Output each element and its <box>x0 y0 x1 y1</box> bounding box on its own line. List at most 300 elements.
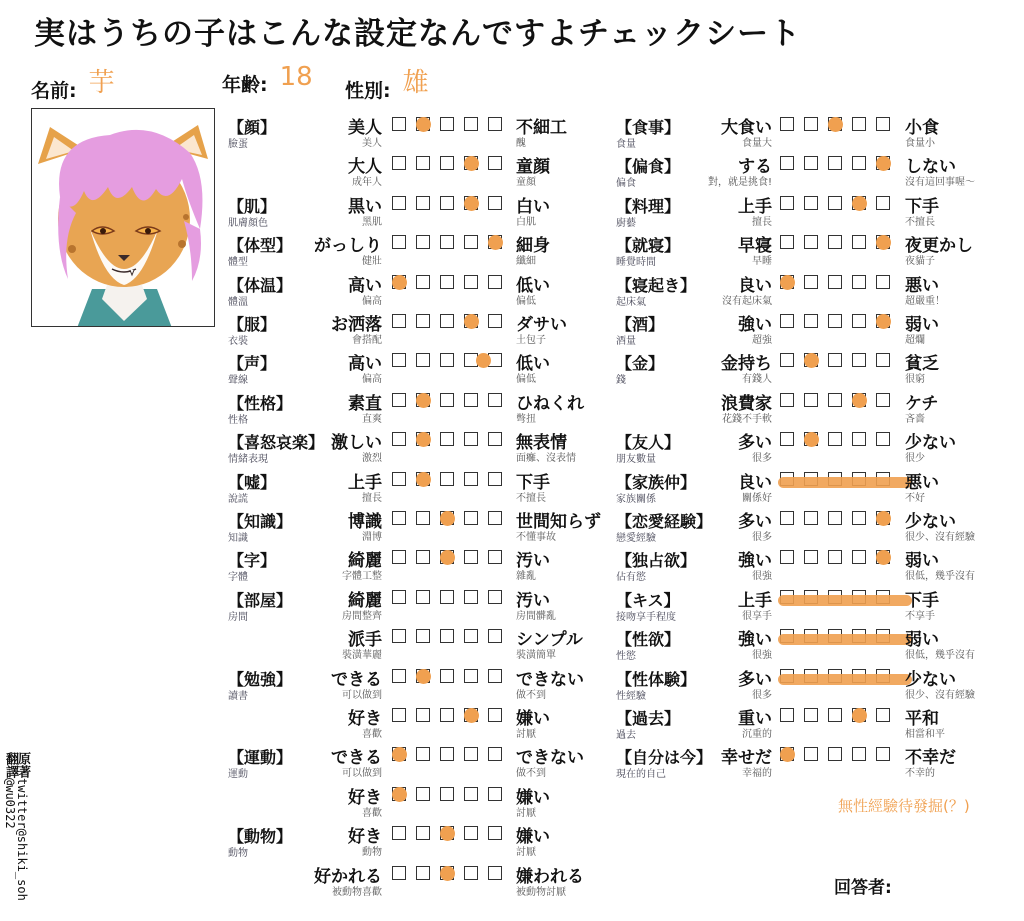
category-translation: 睡覺時間 <box>616 257 656 269</box>
rating-checkbox[interactable] <box>488 787 502 801</box>
left-option-label: 美人 <box>348 118 382 138</box>
left-option-label: 素直 <box>348 393 382 414</box>
right-option-translation: 童顏 <box>516 177 536 189</box>
rating-scale <box>780 588 900 608</box>
left-option-label: 良い <box>738 472 772 493</box>
left-option <box>652 349 772 387</box>
rating-checkbox[interactable] <box>488 826 502 840</box>
left-option-label: 浪費家 <box>721 393 772 414</box>
right-option <box>905 349 1015 387</box>
left-option-label: 激しい <box>331 433 382 454</box>
category-translation: 字體 <box>228 572 248 584</box>
rating-checkbox[interactable] <box>828 708 842 722</box>
rating-checkbox[interactable] <box>392 826 406 840</box>
right-option-label: 汚い <box>516 590 550 611</box>
right-option <box>905 428 1015 466</box>
left-option <box>652 665 772 703</box>
right-check-row <box>0 428 1024 466</box>
rating-checkbox[interactable] <box>852 511 866 525</box>
right-option-translation: 很少、沒有經驗 <box>905 532 975 543</box>
left-option-label: 綺麗 <box>348 551 382 572</box>
rating-checkbox[interactable] <box>804 511 818 525</box>
category-translation: 性慾 <box>616 651 636 663</box>
left-option-translation: 淵博 <box>362 532 382 543</box>
rating-checkbox[interactable] <box>828 196 842 210</box>
left-option-label: 良い <box>738 275 772 296</box>
right-option-translation: 不擅長 <box>516 492 546 504</box>
rating-checkbox[interactable] <box>780 550 794 564</box>
category-label: 【食事】 <box>616 118 681 137</box>
age-value: 18 <box>279 62 313 92</box>
left-option <box>652 428 772 466</box>
rating-checkbox[interactable] <box>416 866 430 880</box>
credit-translator-value: @wu0322 <box>3 778 17 829</box>
rating-checkbox[interactable] <box>780 353 794 367</box>
rating-checkbox[interactable] <box>852 747 866 761</box>
left-option <box>652 271 772 309</box>
left-option-translation: 擅長 <box>752 216 772 228</box>
left-option-label: 強い <box>738 315 772 335</box>
rating-scale <box>780 706 900 726</box>
left-option-translation: 很享手 <box>742 610 772 622</box>
rating-scale <box>780 548 900 568</box>
rating-scale <box>780 115 900 135</box>
category-translation: 性經驗 <box>616 690 646 702</box>
left-option-translation: 很強 <box>752 650 772 662</box>
left-option-label: 上手 <box>738 590 772 611</box>
right-option-label: 少ない <box>905 669 956 690</box>
rating-checkbox[interactable] <box>780 393 794 407</box>
right-check-row <box>0 310 1024 348</box>
left-option <box>652 468 772 506</box>
right-check-row <box>0 625 1024 663</box>
age-label: 年齢: <box>222 74 268 96</box>
left-option-translation: 擅長 <box>362 492 382 504</box>
rating-checkbox[interactable] <box>828 314 842 328</box>
left-option <box>652 625 772 663</box>
category-translation: 戀愛經驗 <box>616 533 656 544</box>
rating-checkbox[interactable] <box>488 866 502 880</box>
category-translation: 酒量 <box>616 336 636 347</box>
rating-checkbox[interactable] <box>780 708 794 722</box>
rating-checkbox[interactable] <box>876 353 890 367</box>
redaction-smear <box>778 634 912 645</box>
right-option-label: できない <box>516 748 584 769</box>
right-option-label: 低い <box>516 275 550 296</box>
rating-mark <box>876 550 891 565</box>
right-option-label: ケチ <box>905 393 939 414</box>
rating-scale <box>780 351 900 371</box>
right-option <box>905 468 1015 506</box>
credit-original-value: twitter@shiki_soh <box>15 778 29 901</box>
right-option <box>905 507 1015 545</box>
right-option-label: 下手 <box>516 472 550 493</box>
rating-checkbox[interactable] <box>828 353 842 367</box>
right-option-label: シンプル <box>516 630 583 651</box>
right-option-translation: 白肌 <box>516 216 536 228</box>
left-option-label: お洒落 <box>331 315 382 335</box>
rating-checkbox[interactable] <box>804 393 818 407</box>
rating-checkbox[interactable] <box>804 117 818 131</box>
right-option-label: 低い <box>516 354 550 375</box>
redaction-smear <box>778 674 912 685</box>
rating-checkbox[interactable] <box>780 117 794 131</box>
right-option-label: 嫌い <box>516 709 550 729</box>
rating-checkbox[interactable] <box>804 550 818 564</box>
left-option-label: 博識 <box>348 512 382 532</box>
left-option-translation: 超強 <box>752 335 772 346</box>
category-translation: 家族關係 <box>616 493 656 505</box>
right-check-row <box>0 271 1024 309</box>
right-check-row <box>0 192 1024 230</box>
rating-checkbox[interactable] <box>780 511 794 525</box>
right-option-translation: 纖細 <box>516 256 536 268</box>
left-option <box>652 310 772 348</box>
rating-mark <box>852 393 867 408</box>
category-label: 【性欲】 <box>616 630 681 650</box>
left-option-label: 早寝 <box>738 236 772 257</box>
category-label: 【嘘】 <box>228 472 277 492</box>
right-check-row <box>0 113 1024 151</box>
rating-checkbox[interactable] <box>852 156 866 170</box>
rating-checkbox[interactable] <box>876 708 890 722</box>
right-option-label: ダサい <box>516 315 567 335</box>
rating-checkbox[interactable] <box>828 275 842 289</box>
right-check-row <box>0 665 1024 703</box>
rating-checkbox[interactable] <box>804 708 818 722</box>
category-label: 【就寝】 <box>616 236 681 256</box>
rating-checkbox[interactable] <box>828 550 842 564</box>
rating-mark <box>804 432 819 447</box>
rating-mark <box>440 826 455 841</box>
rating-checkbox[interactable] <box>464 787 478 801</box>
right-option-translation: 很少、沒有經驗 <box>905 689 975 701</box>
left-option-translation: 會搭配 <box>352 335 382 346</box>
left-option-label: できる <box>331 748 382 769</box>
gender-field <box>345 68 429 105</box>
right-option-translation: 面癱、沒表情 <box>516 453 576 465</box>
rating-checkbox[interactable] <box>464 826 478 840</box>
rating-mark <box>804 353 819 368</box>
right-option-label: 弱い <box>905 315 939 335</box>
category-translation: 偏食 <box>616 178 636 190</box>
left-option-label: 好き <box>348 827 382 848</box>
category-label: 【偏食】 <box>616 157 681 177</box>
rating-checkbox[interactable] <box>828 432 842 446</box>
rating-checkbox[interactable] <box>852 235 866 249</box>
rating-checkbox[interactable] <box>440 787 454 801</box>
right-option-label: 平和 <box>905 709 939 729</box>
rating-checkbox[interactable] <box>804 275 818 289</box>
right-option-translation: 超嚴重！ <box>905 295 945 307</box>
left-option-translation: 很強 <box>752 571 772 583</box>
rating-checkbox[interactable] <box>852 550 866 564</box>
left-option-translation: 很多 <box>752 689 772 701</box>
left-option-label: 強い <box>738 630 772 651</box>
right-check-row <box>0 468 1024 506</box>
right-option-label: 童顔 <box>516 157 550 178</box>
right-option-label: 下手 <box>905 590 939 611</box>
left-option-translation: 激烈 <box>362 453 382 465</box>
right-option <box>905 743 1015 781</box>
left-option-translation: 早睡 <box>752 256 772 268</box>
left-option-label: 多い <box>738 669 772 690</box>
rating-checkbox[interactable] <box>828 235 842 249</box>
category-translation: 起床氣 <box>616 296 646 308</box>
right-check-row <box>0 152 1024 190</box>
rating-checkbox[interactable] <box>828 511 842 525</box>
note-text: 無性經驗待發掘(？) <box>838 797 970 815</box>
right-option-label: 弱い <box>905 551 939 572</box>
right-option-translation: 討厭 <box>516 729 536 740</box>
rating-checkbox[interactable] <box>392 866 406 880</box>
left-option-translation: 喜歡 <box>362 729 382 740</box>
rating-checkbox[interactable] <box>780 235 794 249</box>
rating-mark <box>876 235 891 250</box>
right-check-row <box>0 231 1024 269</box>
right-check-row <box>0 349 1024 387</box>
category-label: 【声】 <box>228 354 277 374</box>
category-label: 【勉強】 <box>228 669 293 689</box>
right-check-row <box>0 507 1024 545</box>
right-option <box>905 152 1015 190</box>
right-option-translation: 很低，幾乎沒有 <box>905 650 975 662</box>
left-option-translation: 關係好 <box>742 492 772 504</box>
rating-checkbox[interactable] <box>780 314 794 328</box>
category-translation: 情緒表現 <box>228 454 268 466</box>
rating-scale <box>780 312 900 332</box>
left-option-translation: 房間整齊 <box>342 610 382 622</box>
left-option-label: 綺麗 <box>348 590 382 611</box>
category-label: 【家族仲】 <box>616 472 697 492</box>
category-translation: 接吻享手程度 <box>616 611 676 623</box>
left-option <box>652 704 772 742</box>
right-option <box>905 310 1015 348</box>
rating-scale <box>392 864 512 884</box>
left-option-translation: 健壯 <box>362 256 382 268</box>
right-option-translation: 很窮 <box>905 374 925 386</box>
right-option-label: しない <box>905 157 956 178</box>
gender-value: 雄 <box>402 68 429 98</box>
left-option <box>652 586 772 624</box>
left-option-label: 金持ち <box>721 354 772 375</box>
rating-checkbox[interactable] <box>828 393 842 407</box>
right-option-translation: 很少 <box>905 453 925 465</box>
right-option-label: 白い <box>516 196 550 217</box>
category-translation: 佔有慾 <box>616 572 646 584</box>
category-label: 【金】 <box>616 354 665 374</box>
category-translation: 食量 <box>616 139 636 150</box>
rating-checkbox[interactable] <box>780 432 794 446</box>
right-option-label: 嫌い <box>516 827 550 848</box>
rating-mark <box>780 275 795 290</box>
left-option <box>652 231 772 269</box>
right-option-label: 嫌われる <box>516 866 584 887</box>
rating-checkbox[interactable] <box>416 826 430 840</box>
left-option-label: 上手 <box>348 472 382 493</box>
category-translation: 運動 <box>228 769 248 781</box>
right-option-translation: 很低，幾乎沒有 <box>905 571 975 583</box>
right-option-label: ひねくれ <box>516 393 584 414</box>
left-option-translation: 沉重的 <box>742 729 772 740</box>
right-option-translation: 吝嗇 <box>905 413 925 425</box>
rating-scale <box>780 627 900 647</box>
rating-checkbox[interactable] <box>780 156 794 170</box>
right-option-translation: 醜 <box>516 138 526 149</box>
category-translation: 過去 <box>616 730 636 741</box>
rating-mark <box>828 117 843 132</box>
left-option-translation: 黑肌 <box>362 216 382 228</box>
left-option-translation: 偏高 <box>362 295 382 307</box>
category-translation: 廚藝 <box>616 217 636 229</box>
left-option-translation: 很多 <box>752 532 772 543</box>
category-translation: 體溫 <box>228 296 248 308</box>
credit-translator-label: 翻譯 <box>3 752 18 778</box>
left-option <box>262 783 382 821</box>
rating-checkbox[interactable] <box>876 196 890 210</box>
right-check-row <box>0 586 1024 624</box>
rating-checkbox[interactable] <box>780 196 794 210</box>
rating-checkbox[interactable] <box>852 432 866 446</box>
left-option-translation: 對，就是挑食! <box>707 177 772 189</box>
category-label: 【性格】 <box>228 393 293 413</box>
left-option <box>262 822 382 860</box>
left-option-translation: 食量大 <box>742 138 772 149</box>
category-label: 【動物】 <box>228 827 293 847</box>
rating-checkbox[interactable] <box>852 275 866 289</box>
rating-scale <box>780 233 900 253</box>
rating-scale <box>780 509 900 529</box>
rating-checkbox[interactable] <box>876 275 890 289</box>
category-label: 【服】 <box>228 315 277 334</box>
right-option-label: 夜更かし <box>905 236 973 257</box>
left-option-label: する <box>738 157 772 178</box>
right-option-translation: 彆扭 <box>516 413 536 425</box>
right-option-translation: 討厭 <box>516 807 536 819</box>
rating-checkbox[interactable] <box>876 432 890 446</box>
right-option-translation: 超爛 <box>905 335 925 346</box>
right-option <box>516 862 626 900</box>
category-translation: 肌膚顏色 <box>228 217 268 229</box>
rating-checkbox[interactable] <box>876 747 890 761</box>
right-option <box>905 389 1015 427</box>
right-check-row <box>0 546 1024 584</box>
right-option-translation: 雜亂 <box>516 571 536 583</box>
rating-checkbox[interactable] <box>804 235 818 249</box>
category-label: 【肌】 <box>228 196 277 216</box>
rating-checkbox[interactable] <box>828 156 842 170</box>
right-option <box>905 546 1015 584</box>
right-option-translation: 食量小 <box>905 138 935 149</box>
redaction-smear <box>778 477 912 488</box>
rating-checkbox[interactable] <box>852 353 866 367</box>
rating-checkbox[interactable] <box>876 117 890 131</box>
category-label: 【性体験】 <box>616 669 697 689</box>
right-option <box>905 625 1015 663</box>
left-option-label: 好かれる <box>314 866 382 887</box>
left-option <box>652 546 772 584</box>
rating-checkbox[interactable] <box>804 314 818 328</box>
rating-scale <box>780 745 900 765</box>
rating-scale <box>780 430 900 450</box>
left-option-translation: 字體工整 <box>342 571 382 583</box>
category-translation: 知識 <box>228 533 248 544</box>
rating-mark <box>440 866 455 881</box>
left-option-translation: 裝潢華麗 <box>342 650 382 662</box>
rating-mark <box>780 747 795 762</box>
rating-checkbox[interactable] <box>828 747 842 761</box>
rating-checkbox[interactable] <box>804 747 818 761</box>
name-label: 名前: <box>31 80 77 102</box>
category-translation: 性格 <box>228 414 248 426</box>
category-label: 【顔】 <box>228 118 277 137</box>
rating-mark <box>876 511 891 526</box>
category-label: 【寝起き】 <box>616 275 697 295</box>
right-option-label: 貧乏 <box>905 354 939 375</box>
rating-checkbox[interactable] <box>852 314 866 328</box>
category-label: 【キス】 <box>616 590 680 610</box>
left-option-translation: 花錢不手軟 <box>722 413 772 425</box>
left-option-translation: 偏高 <box>362 374 382 386</box>
right-option-label: できない <box>516 669 584 690</box>
rating-checkbox[interactable] <box>416 787 430 801</box>
right-option <box>905 231 1015 269</box>
right-check-row <box>0 743 1024 781</box>
right-option-translation: 偏低 <box>516 374 536 386</box>
rating-scale <box>780 194 900 214</box>
rating-checkbox[interactable] <box>804 196 818 210</box>
category-label: 【体型】 <box>228 236 293 256</box>
right-check-row <box>0 704 1024 742</box>
right-option-label: 無表情 <box>516 433 567 454</box>
rating-checkbox[interactable] <box>876 393 890 407</box>
left-check-row <box>0 822 1024 860</box>
left-option-label: 多い <box>738 512 772 532</box>
left-option <box>652 389 772 427</box>
right-option-translation: 土包子 <box>516 335 546 346</box>
category-label: 【運動】 <box>228 748 293 768</box>
right-option-translation: 不擅長 <box>905 216 935 228</box>
category-label: 【酒】 <box>616 315 665 334</box>
category-label: 【過去】 <box>616 709 681 728</box>
name-value: 芋 <box>88 68 115 98</box>
rating-scale <box>780 154 900 174</box>
right-option-label: 少ない <box>905 512 956 532</box>
category-label: 【独占欲】 <box>616 551 697 571</box>
rating-checkbox[interactable] <box>804 156 818 170</box>
left-option-label: 派手 <box>348 630 382 651</box>
right-option <box>905 192 1015 230</box>
right-option-translation: 被動物討厭 <box>516 886 566 898</box>
right-option-translation: 偏低 <box>516 295 536 307</box>
age-field <box>222 62 313 98</box>
category-translation: 衣裝 <box>228 336 248 347</box>
right-option-label: 小食 <box>905 118 939 138</box>
left-option-translation: 成年人 <box>352 177 382 189</box>
right-option-label: 汚い <box>516 551 550 572</box>
left-option-label: 黒い <box>348 196 382 217</box>
right-option-label: 悪い <box>905 472 939 493</box>
rating-scale <box>780 391 900 411</box>
rating-checkbox[interactable] <box>464 866 478 880</box>
left-option <box>262 862 382 900</box>
right-option-label: 細身 <box>516 236 550 257</box>
left-option-translation: 可以做到 <box>342 689 382 701</box>
left-option-label: 好き <box>348 709 382 729</box>
rating-checkbox[interactable] <box>852 117 866 131</box>
right-option-label: 少ない <box>905 433 956 454</box>
right-option-translation: 夜貓子 <box>905 256 935 268</box>
